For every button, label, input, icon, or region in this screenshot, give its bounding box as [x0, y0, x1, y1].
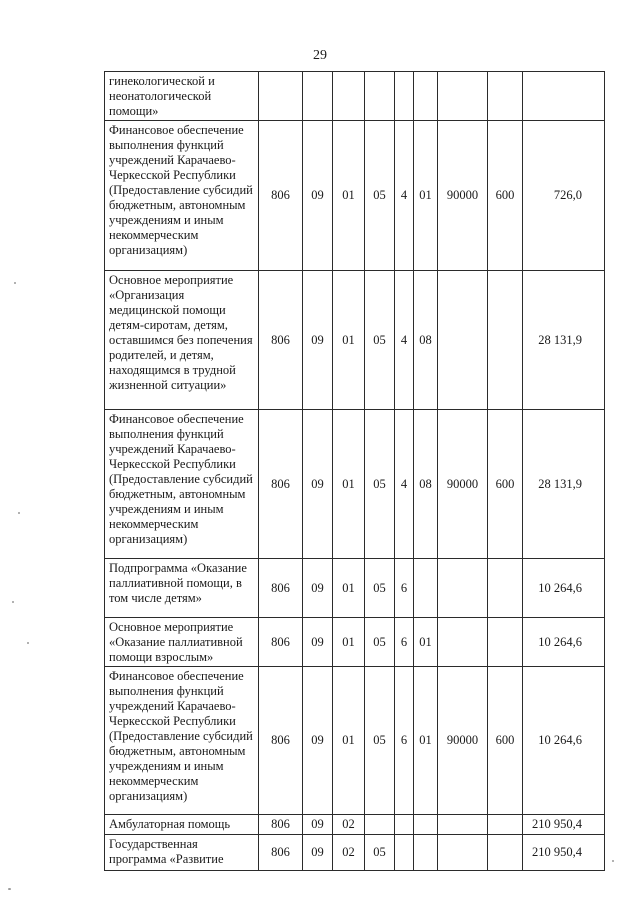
- cell-amount: 10 264,6: [523, 559, 605, 618]
- cell-subprogram: 4: [395, 271, 414, 410]
- cell-subprogram: 4: [395, 121, 414, 271]
- cell-program: 05: [365, 271, 395, 410]
- cell-expense-type: [488, 72, 523, 121]
- cell-expense-type: 600: [488, 667, 523, 815]
- cell-section: 09: [303, 271, 333, 410]
- budget-table: [104, 71, 605, 871]
- cell-desc: Основное мероприятие «Оказание паллиативной помощи взрослым»: [105, 618, 259, 667]
- cell-section: [303, 72, 333, 121]
- cell-event: 08: [414, 271, 438, 410]
- cell-expense-type: [488, 815, 523, 835]
- cell-adm: 806: [259, 559, 303, 618]
- scan-speck: [612, 860, 614, 862]
- scan-speck: [12, 601, 14, 603]
- cell-subsection: [333, 72, 365, 121]
- cell-subsection: 01: [333, 121, 365, 271]
- scan-speck: [14, 282, 16, 284]
- cell-subsection: 02: [333, 815, 365, 835]
- cell-amount: 28 131,9: [523, 410, 605, 559]
- cell-direction: [438, 815, 488, 835]
- cell-event: 01: [414, 618, 438, 667]
- cell-direction: 90000: [438, 121, 488, 271]
- cell-adm: 806: [259, 121, 303, 271]
- cell-desc: гинекологической и неонатологической помощи»: [105, 72, 259, 121]
- cell-direction: 90000: [438, 667, 488, 815]
- cell-event: 01: [414, 121, 438, 271]
- cell-section: 09: [303, 815, 333, 835]
- cell-expense-type: 600: [488, 410, 523, 559]
- cell-subprogram: 6: [395, 559, 414, 618]
- cell-desc: Финансовое обеспечение выполнения функций учреждений Карачаево-Черкесской Республики (Предоставление субсидий бюджетным, автономным учреждениям и иным некоммерческим организациям): [105, 121, 259, 271]
- cell-adm: 806: [259, 618, 303, 667]
- cell-subprogram: 4: [395, 410, 414, 559]
- cell-adm: 806: [259, 410, 303, 559]
- cell-amount: 210 950,4: [523, 835, 605, 871]
- cell-event: [414, 835, 438, 871]
- cell-adm: 806: [259, 271, 303, 410]
- cell-direction: [438, 271, 488, 410]
- cell-subsection: 02: [333, 835, 365, 871]
- cell-desc: Амбулаторная помощь: [105, 815, 259, 835]
- cell-desc: Финансовое обеспечение выполнения функций учреждений Карачаево-Черкесской Республики (Предоставление субсидий бюджетным, автономным учреждениям и иным некоммерческим организациям): [105, 410, 259, 559]
- table-row: [105, 410, 605, 559]
- cell-section: 09: [303, 559, 333, 618]
- table-row: [105, 72, 605, 121]
- page-number: 29: [313, 48, 327, 63]
- cell-program: 05: [365, 410, 395, 559]
- table-row: [105, 271, 605, 410]
- cell-direction: [438, 72, 488, 121]
- cell-desc: Государственная программа «Развитие: [105, 835, 259, 871]
- cell-direction: 90000: [438, 410, 488, 559]
- scan-speck: [27, 642, 29, 644]
- table-body: [105, 72, 605, 871]
- cell-event: [414, 72, 438, 121]
- cell-expense-type: [488, 271, 523, 410]
- cell-desc: Подпрограмма «Оказание паллиативной помощи, в том числе детям»: [105, 559, 259, 618]
- cell-section: 09: [303, 410, 333, 559]
- cell-program: [365, 815, 395, 835]
- cell-direction: [438, 618, 488, 667]
- cell-amount: [523, 72, 605, 121]
- cell-direction: [438, 835, 488, 871]
- cell-program: 05: [365, 559, 395, 618]
- table-row: [105, 618, 605, 667]
- table-row: [105, 835, 605, 871]
- cell-subprogram: 6: [395, 618, 414, 667]
- cell-subprogram: [395, 815, 414, 835]
- cell-expense-type: 600: [488, 121, 523, 271]
- cell-subsection: 01: [333, 559, 365, 618]
- cell-expense-type: [488, 618, 523, 667]
- cell-adm: 806: [259, 667, 303, 815]
- cell-subprogram: 6: [395, 667, 414, 815]
- cell-event: [414, 815, 438, 835]
- cell-amount: 726,0: [523, 121, 605, 271]
- cell-amount: 210 950,4: [523, 815, 605, 835]
- cell-adm: 806: [259, 835, 303, 871]
- cell-event: 08: [414, 410, 438, 559]
- cell-desc: Основное мероприятие «Организация медицинской помощи детям-сиротам, детям, оставшимся без попечения родителей, и детям, находящимся в трудной жизненной ситуации»: [105, 271, 259, 410]
- cell-amount: 10 264,6: [523, 618, 605, 667]
- cell-adm: 806: [259, 815, 303, 835]
- cell-expense-type: [488, 835, 523, 871]
- cell-program: 05: [365, 667, 395, 815]
- scan-speck: [18, 512, 20, 514]
- cell-subsection: 01: [333, 271, 365, 410]
- cell-subsection: 01: [333, 667, 365, 815]
- cell-event: [414, 559, 438, 618]
- cell-program: 05: [365, 835, 395, 871]
- cell-subsection: 01: [333, 618, 365, 667]
- cell-program: [365, 72, 395, 121]
- cell-section: 09: [303, 835, 333, 871]
- cell-adm: [259, 72, 303, 121]
- cell-event: 01: [414, 667, 438, 815]
- cell-section: 09: [303, 667, 333, 815]
- cell-section: 09: [303, 618, 333, 667]
- table-row: [105, 559, 605, 618]
- cell-expense-type: [488, 559, 523, 618]
- cell-direction: [438, 559, 488, 618]
- cell-section: 09: [303, 121, 333, 271]
- table-row: [105, 667, 605, 815]
- table-row: [105, 121, 605, 271]
- cell-subsection: 01: [333, 410, 365, 559]
- cell-program: 05: [365, 121, 395, 271]
- table-row: [105, 815, 605, 835]
- cell-amount: 28 131,9: [523, 271, 605, 410]
- cell-subprogram: [395, 835, 414, 871]
- cell-program: 05: [365, 618, 395, 667]
- cell-desc: Финансовое обеспечение выполнения функций учреждений Карачаево-Черкесской Республики (Предоставление субсидий бюджетным, автономным учреждениям и иным некоммерческим организациям): [105, 667, 259, 815]
- scan-speck: [8, 888, 11, 890]
- cell-subprogram: [395, 72, 414, 121]
- cell-amount: 10 264,6: [523, 667, 605, 815]
